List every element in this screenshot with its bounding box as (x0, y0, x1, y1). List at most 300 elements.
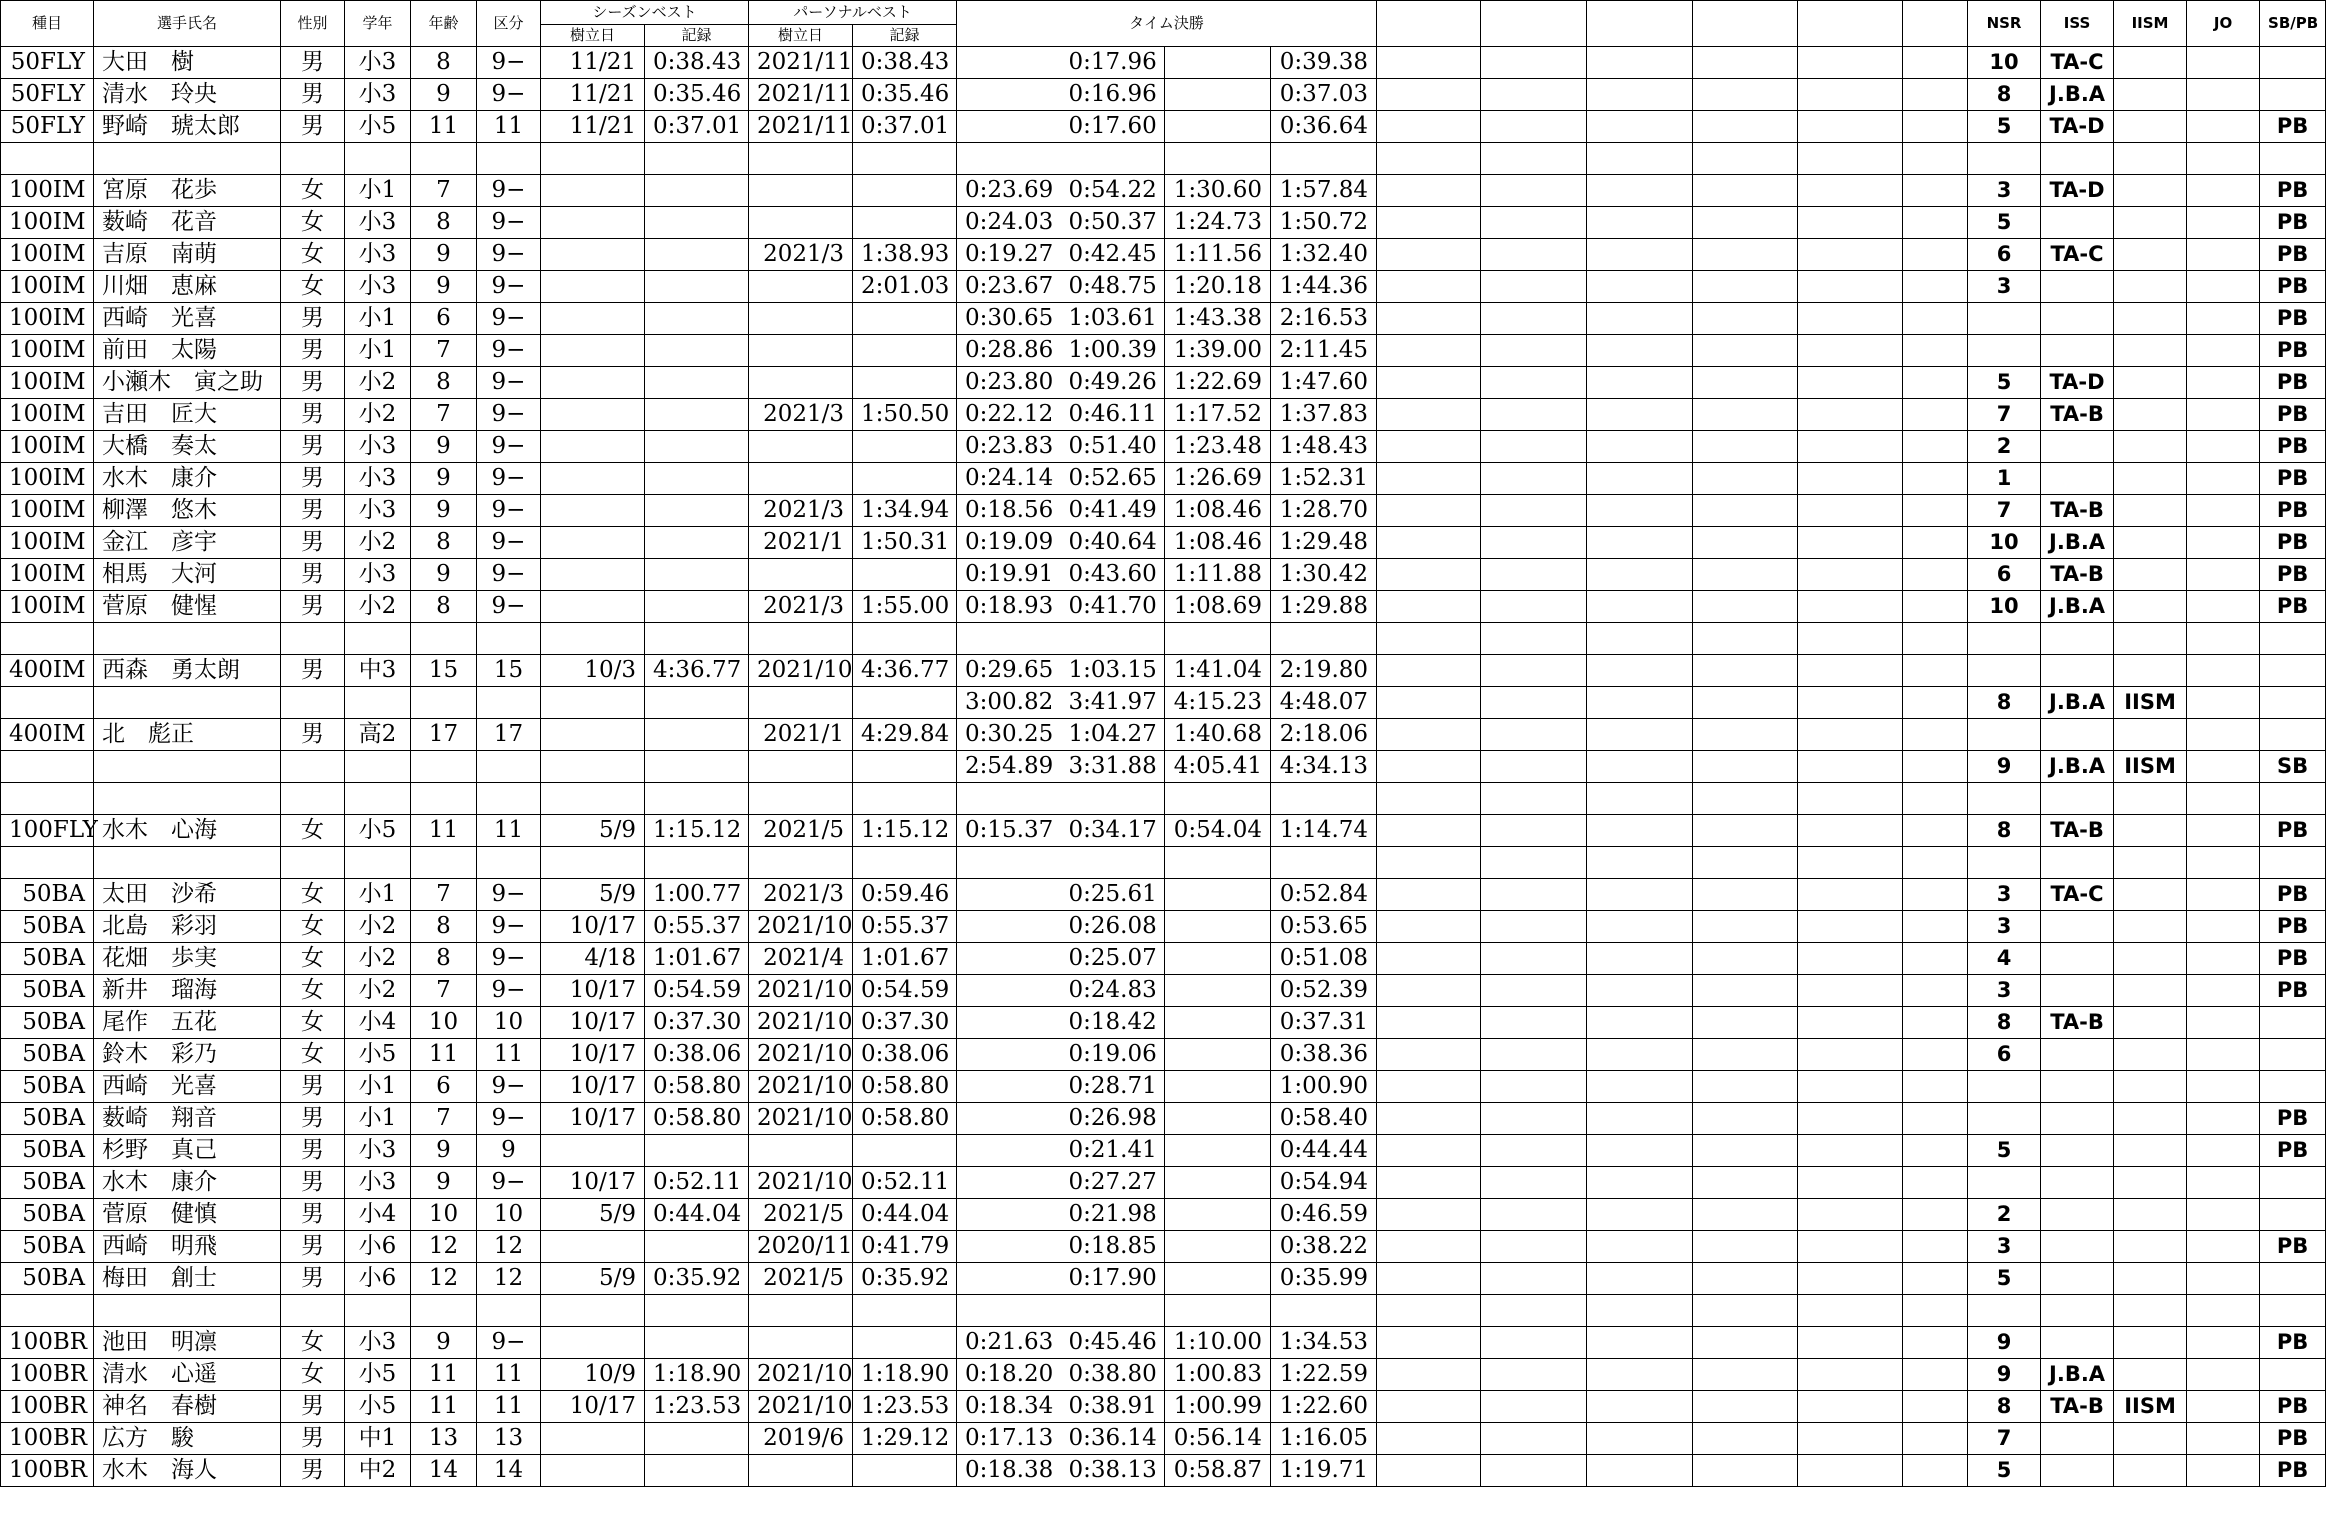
event-cell: 100IM (1, 335, 94, 367)
name-cell: 大田 樹 (94, 47, 281, 79)
empty-cell (1693, 1295, 1798, 1327)
grade-cell: 小5 (345, 1391, 411, 1423)
iss-cell (2041, 271, 2114, 303)
sbpb-cell (2260, 847, 2326, 879)
age-cell: 8 (411, 591, 477, 623)
event-cell: 100IM (1, 431, 94, 463)
split-2-cell (1061, 143, 1165, 175)
grade-cell: 小1 (345, 335, 411, 367)
empty-cell (1587, 1295, 1693, 1327)
empty-cell (1377, 1423, 1481, 1455)
sex-cell (281, 687, 345, 719)
season-date-cell (541, 1455, 645, 1487)
header-class: 区分 (477, 1, 541, 47)
empty-cell (1481, 1327, 1587, 1359)
empty-cell (1377, 719, 1481, 751)
nsr-cell: 10 (1968, 527, 2041, 559)
personal-date-cell: 2019/6 (749, 1423, 853, 1455)
iss-cell (2041, 1295, 2114, 1327)
empty-cell (1693, 431, 1798, 463)
table-row (1, 1103, 2326, 1135)
split-4-cell: 0:52.39 (1271, 975, 1377, 1007)
empty-cell (1481, 399, 1587, 431)
iism-cell (2114, 879, 2187, 911)
empty-cell (1377, 143, 1481, 175)
season-date-cell (541, 495, 645, 527)
split-4-cell: 1:19.71 (1271, 1455, 1377, 1487)
table-row (1, 591, 2326, 623)
sex-cell: 男 (281, 495, 345, 527)
sbpb-cell (2260, 623, 2326, 655)
split-1-cell: 0:24.14 (957, 463, 1061, 495)
empty-cell (1903, 1327, 1968, 1359)
split-4-cell: 0:51.08 (1271, 943, 1377, 975)
event-cell (1, 751, 94, 783)
age-cell: 8 (411, 207, 477, 239)
personal-date-cell (749, 623, 853, 655)
season-record-cell (645, 239, 749, 271)
split-1-cell (957, 847, 1061, 879)
event-cell: 50BA (1, 911, 94, 943)
empty-cell (1903, 623, 1968, 655)
empty-cell (1587, 879, 1693, 911)
sex-cell: 男 (281, 111, 345, 143)
season-record-cell (645, 463, 749, 495)
empty-cell (1903, 1359, 1968, 1391)
split-2-cell (1061, 623, 1165, 655)
personal-date-cell: 2021/3 (749, 879, 853, 911)
class-cell: 9− (477, 1103, 541, 1135)
sex-cell: 男 (281, 1455, 345, 1487)
empty-cell (1587, 975, 1693, 1007)
iss-cell: J.B.A (2041, 687, 2114, 719)
personal-record-cell: 0:58.80 (853, 1103, 957, 1135)
nsr-cell: 2 (1968, 1199, 2041, 1231)
split-3-cell: 1:22.69 (1165, 367, 1271, 399)
empty-cell (1587, 335, 1693, 367)
sex-cell: 男 (281, 303, 345, 335)
event-cell: 100FLY (1, 815, 94, 847)
name-cell: 花畑 歩実 (94, 943, 281, 975)
split-3-cell: 1:08.69 (1165, 591, 1271, 623)
empty-cell (1798, 1231, 1903, 1263)
table-row (1, 303, 2326, 335)
empty-cell (1693, 207, 1798, 239)
split-1-cell (957, 975, 1061, 1007)
empty-cell (1587, 1071, 1693, 1103)
empty-cell (1903, 1263, 1968, 1295)
name-cell: 北島 彩羽 (94, 911, 281, 943)
age-cell: 9 (411, 495, 477, 527)
header-empty-2 (1481, 1, 1587, 47)
header-iism: IISM (2114, 1, 2187, 47)
empty-cell (1481, 1071, 1587, 1103)
age-cell: 7 (411, 879, 477, 911)
jo-cell (2187, 591, 2260, 623)
table-row (1, 911, 2326, 943)
empty-cell (1377, 335, 1481, 367)
personal-date-cell: 2021/11 (749, 79, 853, 111)
split-4-cell: 2:19.80 (1271, 655, 1377, 687)
empty-cell (1693, 463, 1798, 495)
age-cell: 11 (411, 815, 477, 847)
season-record-cell: 0:55.37 (645, 911, 749, 943)
iism-cell (2114, 1007, 2187, 1039)
season-record-cell (645, 591, 749, 623)
class-cell: 12 (477, 1263, 541, 1295)
empty-cell (1587, 1103, 1693, 1135)
table-row (1, 815, 2326, 847)
empty-cell (1903, 463, 1968, 495)
empty-cell (1587, 431, 1693, 463)
table-row (1, 399, 2326, 431)
sbpb-cell: PB (2260, 175, 2326, 207)
empty-cell (1377, 1007, 1481, 1039)
jo-cell (2187, 751, 2260, 783)
blank-row (1, 847, 2326, 879)
personal-date-cell: 2021/3 (749, 495, 853, 527)
empty-cell (1377, 783, 1481, 815)
event-cell: 100BR (1, 1359, 94, 1391)
event-cell (1, 623, 94, 655)
nsr-cell: 8 (1968, 815, 2041, 847)
season-record-cell: 0:58.80 (645, 1071, 749, 1103)
jo-cell (2187, 943, 2260, 975)
season-record-cell (645, 1295, 749, 1327)
season-date-cell (541, 239, 645, 271)
name-cell: 西崎 光喜 (94, 303, 281, 335)
split-3-cell (1165, 111, 1271, 143)
jo-cell (2187, 207, 2260, 239)
event-cell: 50BA (1, 1103, 94, 1135)
event-cell: 50BA (1, 879, 94, 911)
class-cell (477, 783, 541, 815)
personal-record-cell: 1:50.31 (853, 527, 957, 559)
personal-record-cell (853, 335, 957, 367)
name-cell (94, 1295, 281, 1327)
iss-cell: TA-D (2041, 111, 2114, 143)
empty-cell (1798, 1359, 1903, 1391)
empty-cell (1693, 1263, 1798, 1295)
empty-cell (1481, 815, 1587, 847)
class-cell: 9− (477, 239, 541, 271)
sex-cell: 女 (281, 1359, 345, 1391)
iss-cell: J.B.A (2041, 79, 2114, 111)
empty-cell (1798, 111, 1903, 143)
class-cell: 9 (477, 1135, 541, 1167)
split-2-cell (1061, 783, 1165, 815)
split-1-cell: 0:23.83 (957, 431, 1061, 463)
class-cell: 10 (477, 1007, 541, 1039)
event-cell: 50BA (1, 975, 94, 1007)
split-4-cell: 0:38.36 (1271, 1039, 1377, 1071)
class-cell: 9− (477, 175, 541, 207)
personal-record-cell (853, 1135, 957, 1167)
empty-cell (1377, 1391, 1481, 1423)
split-4-cell: 0:38.22 (1271, 1231, 1377, 1263)
grade-cell: 小6 (345, 1231, 411, 1263)
nsr-cell: 5 (1968, 111, 2041, 143)
age-cell: 11 (411, 1359, 477, 1391)
split-2-cell: 1:00.39 (1061, 335, 1165, 367)
season-record-cell (645, 495, 749, 527)
jo-cell (2187, 1327, 2260, 1359)
split-3-cell: 4:05.41 (1165, 751, 1271, 783)
jo-cell (2187, 1135, 2260, 1167)
split-2-cell: 1:03.15 (1061, 655, 1165, 687)
iss-cell (2041, 1167, 2114, 1199)
split-3-cell: 1:43.38 (1165, 303, 1271, 335)
season-date-cell: 4/18 (541, 943, 645, 975)
grade-cell: 小2 (345, 399, 411, 431)
split-3-cell (1165, 1199, 1271, 1231)
season-date-cell (541, 687, 645, 719)
split-2-cell: 0:38.80 (1061, 1359, 1165, 1391)
empty-cell (1377, 399, 1481, 431)
empty-cell (1903, 143, 1968, 175)
empty-cell (1693, 943, 1798, 975)
split-3-cell: 1:30.60 (1165, 175, 1271, 207)
nsr-cell: 10 (1968, 47, 2041, 79)
empty-cell (1693, 1135, 1798, 1167)
sex-cell (281, 143, 345, 175)
empty-cell (1377, 431, 1481, 463)
sex-cell: 男 (281, 719, 345, 751)
iism-cell (2114, 207, 2187, 239)
grade-cell (345, 687, 411, 719)
empty-cell (1377, 1199, 1481, 1231)
empty-cell (1798, 367, 1903, 399)
empty-cell (1798, 1327, 1903, 1359)
sex-cell (281, 751, 345, 783)
split-4-cell: 1:47.60 (1271, 367, 1377, 399)
empty-cell (1798, 1199, 1903, 1231)
season-date-cell (541, 751, 645, 783)
header-splits: タイム決勝 (957, 1, 1377, 47)
sbpb-cell: PB (2260, 911, 2326, 943)
empty-cell (1481, 687, 1587, 719)
season-date-cell (541, 367, 645, 399)
name-cell: 菅原 健惺 (94, 591, 281, 623)
class-cell: 9− (477, 911, 541, 943)
empty-cell (1693, 1039, 1798, 1071)
age-cell: 7 (411, 1103, 477, 1135)
empty-cell (1587, 1359, 1693, 1391)
age-cell: 10 (411, 1199, 477, 1231)
jo-cell (2187, 1231, 2260, 1263)
event-cell: 50BA (1, 1071, 94, 1103)
season-date-cell: 5/9 (541, 1199, 645, 1231)
sbpb-cell (2260, 1007, 2326, 1039)
iss-cell: TA-B (2041, 815, 2114, 847)
split-4-cell: 2:18.06 (1271, 719, 1377, 751)
age-cell: 9 (411, 1327, 477, 1359)
nsr-cell: 8 (1968, 1391, 2041, 1423)
age-cell: 9 (411, 271, 477, 303)
empty-cell (1798, 879, 1903, 911)
split-2-cell: 0:19.06 (1061, 1039, 1165, 1071)
empty-cell (1481, 623, 1587, 655)
class-cell: 9− (477, 1167, 541, 1199)
jo-cell (2187, 879, 2260, 911)
empty-cell (1481, 79, 1587, 111)
season-date-cell (541, 431, 645, 463)
name-cell: 川畑 恵麻 (94, 271, 281, 303)
personal-record-cell (853, 1295, 957, 1327)
split-3-cell: 1:00.99 (1165, 1391, 1271, 1423)
empty-cell (1693, 1007, 1798, 1039)
personal-date-cell: 2021/10 (749, 1071, 853, 1103)
empty-cell (1481, 271, 1587, 303)
split-4-cell: 1:22.59 (1271, 1359, 1377, 1391)
empty-cell (1693, 687, 1798, 719)
grade-cell: 小4 (345, 1007, 411, 1039)
split-3-cell: 0:58.87 (1165, 1455, 1271, 1487)
event-cell: 100IM (1, 207, 94, 239)
personal-record-cell: 1:38.93 (853, 239, 957, 271)
event-cell: 400IM (1, 719, 94, 751)
jo-cell (2187, 527, 2260, 559)
iss-cell: J.B.A (2041, 751, 2114, 783)
iss-cell (2041, 1039, 2114, 1071)
empty-cell (1903, 655, 1968, 687)
table-row (1, 1327, 2326, 1359)
nsr-cell (1968, 143, 2041, 175)
season-record-cell: 0:44.04 (645, 1199, 749, 1231)
empty-cell (1903, 815, 1968, 847)
iism-cell (2114, 271, 2187, 303)
split-2-cell: 0:24.83 (1061, 975, 1165, 1007)
split-1-cell (957, 1199, 1061, 1231)
empty-cell (1481, 1295, 1587, 1327)
season-date-cell (541, 1231, 645, 1263)
sbpb-cell: PB (2260, 527, 2326, 559)
split-3-cell: 0:56.14 (1165, 1423, 1271, 1455)
empty-cell (1377, 1295, 1481, 1327)
split-2-cell: 0:17.60 (1061, 111, 1165, 143)
personal-record-cell (853, 207, 957, 239)
jo-cell (2187, 79, 2260, 111)
name-cell (94, 783, 281, 815)
sbpb-cell: PB (2260, 207, 2326, 239)
event-cell: 50BA (1, 1231, 94, 1263)
table-row (1, 719, 2326, 751)
iism-cell (2114, 495, 2187, 527)
empty-cell (1798, 751, 1903, 783)
table-row (1, 1007, 2326, 1039)
iss-cell (2041, 1455, 2114, 1487)
event-cell (1, 783, 94, 815)
season-date-cell: 10/9 (541, 1359, 645, 1391)
name-cell: 相馬 大河 (94, 559, 281, 591)
table-row (1, 527, 2326, 559)
split-1-cell (957, 911, 1061, 943)
empty-cell (1903, 367, 1968, 399)
sbpb-cell: PB (2260, 559, 2326, 591)
iss-cell (2041, 655, 2114, 687)
split-4-cell: 0:54.94 (1271, 1167, 1377, 1199)
iss-cell (2041, 623, 2114, 655)
season-date-cell (541, 527, 645, 559)
season-record-cell (645, 1135, 749, 1167)
empty-cell (1798, 943, 1903, 975)
empty-cell (1903, 975, 1968, 1007)
empty-cell (1903, 1423, 1968, 1455)
jo-cell (2187, 1007, 2260, 1039)
empty-cell (1377, 1071, 1481, 1103)
empty-cell (1587, 847, 1693, 879)
sbpb-cell (2260, 1359, 2326, 1391)
jo-cell (2187, 303, 2260, 335)
personal-record-cell: 0:37.01 (853, 111, 957, 143)
grade-cell: 小1 (345, 303, 411, 335)
empty-cell (1798, 623, 1903, 655)
header-empty-4 (1693, 1, 1798, 47)
iism-cell (2114, 1039, 2187, 1071)
class-cell: 9− (477, 271, 541, 303)
personal-date-cell: 2021/10 (749, 1167, 853, 1199)
split-1-cell: 0:15.37 (957, 815, 1061, 847)
jo-cell (2187, 271, 2260, 303)
split-2-cell: 0:38.13 (1061, 1455, 1165, 1487)
empty-cell (1798, 559, 1903, 591)
table-row (1, 559, 2326, 591)
nsr-cell: 4 (1968, 943, 2041, 975)
sex-cell: 女 (281, 1039, 345, 1071)
empty-cell (1481, 591, 1587, 623)
event-cell: 100BR (1, 1423, 94, 1455)
empty-cell (1693, 1391, 1798, 1423)
split-4-cell: 0:39.38 (1271, 47, 1377, 79)
personal-date-cell: 2021/10 (749, 1039, 853, 1071)
empty-cell (1481, 431, 1587, 463)
personal-record-cell: 0:54.59 (853, 975, 957, 1007)
event-cell: 50BA (1, 1167, 94, 1199)
event-cell: 50BA (1, 1135, 94, 1167)
age-cell: 8 (411, 47, 477, 79)
age-cell: 8 (411, 943, 477, 975)
personal-date-cell: 2021/10 (749, 655, 853, 687)
split-3-cell: 1:08.46 (1165, 527, 1271, 559)
split-2-cell: 0:28.71 (1061, 1071, 1165, 1103)
event-cell: 100IM (1, 239, 94, 271)
sbpb-cell: PB (2260, 975, 2326, 1007)
split-4-cell: 0:35.99 (1271, 1263, 1377, 1295)
empty-cell (1798, 463, 1903, 495)
sbpb-cell: SB (2260, 751, 2326, 783)
nsr-cell: 8 (1968, 79, 2041, 111)
sbpb-cell: PB (2260, 463, 2326, 495)
sbpb-cell: PB (2260, 271, 2326, 303)
name-cell: 柳澤 悠木 (94, 495, 281, 527)
jo-cell (2187, 111, 2260, 143)
empty-cell (1903, 751, 1968, 783)
split-1-cell: 0:19.27 (957, 239, 1061, 271)
header-sex: 性別 (281, 1, 345, 47)
nsr-cell: 3 (1968, 911, 2041, 943)
name-cell (94, 623, 281, 655)
empty-cell (1903, 687, 1968, 719)
season-date-cell: 5/9 (541, 879, 645, 911)
grade-cell: 小3 (345, 1167, 411, 1199)
split-3-cell (1165, 1007, 1271, 1039)
iism-cell (2114, 79, 2187, 111)
empty-cell (1903, 335, 1968, 367)
season-date-cell (541, 559, 645, 591)
iism-cell (2114, 399, 2187, 431)
split-1-cell: 0:19.91 (957, 559, 1061, 591)
empty-cell (1798, 495, 1903, 527)
